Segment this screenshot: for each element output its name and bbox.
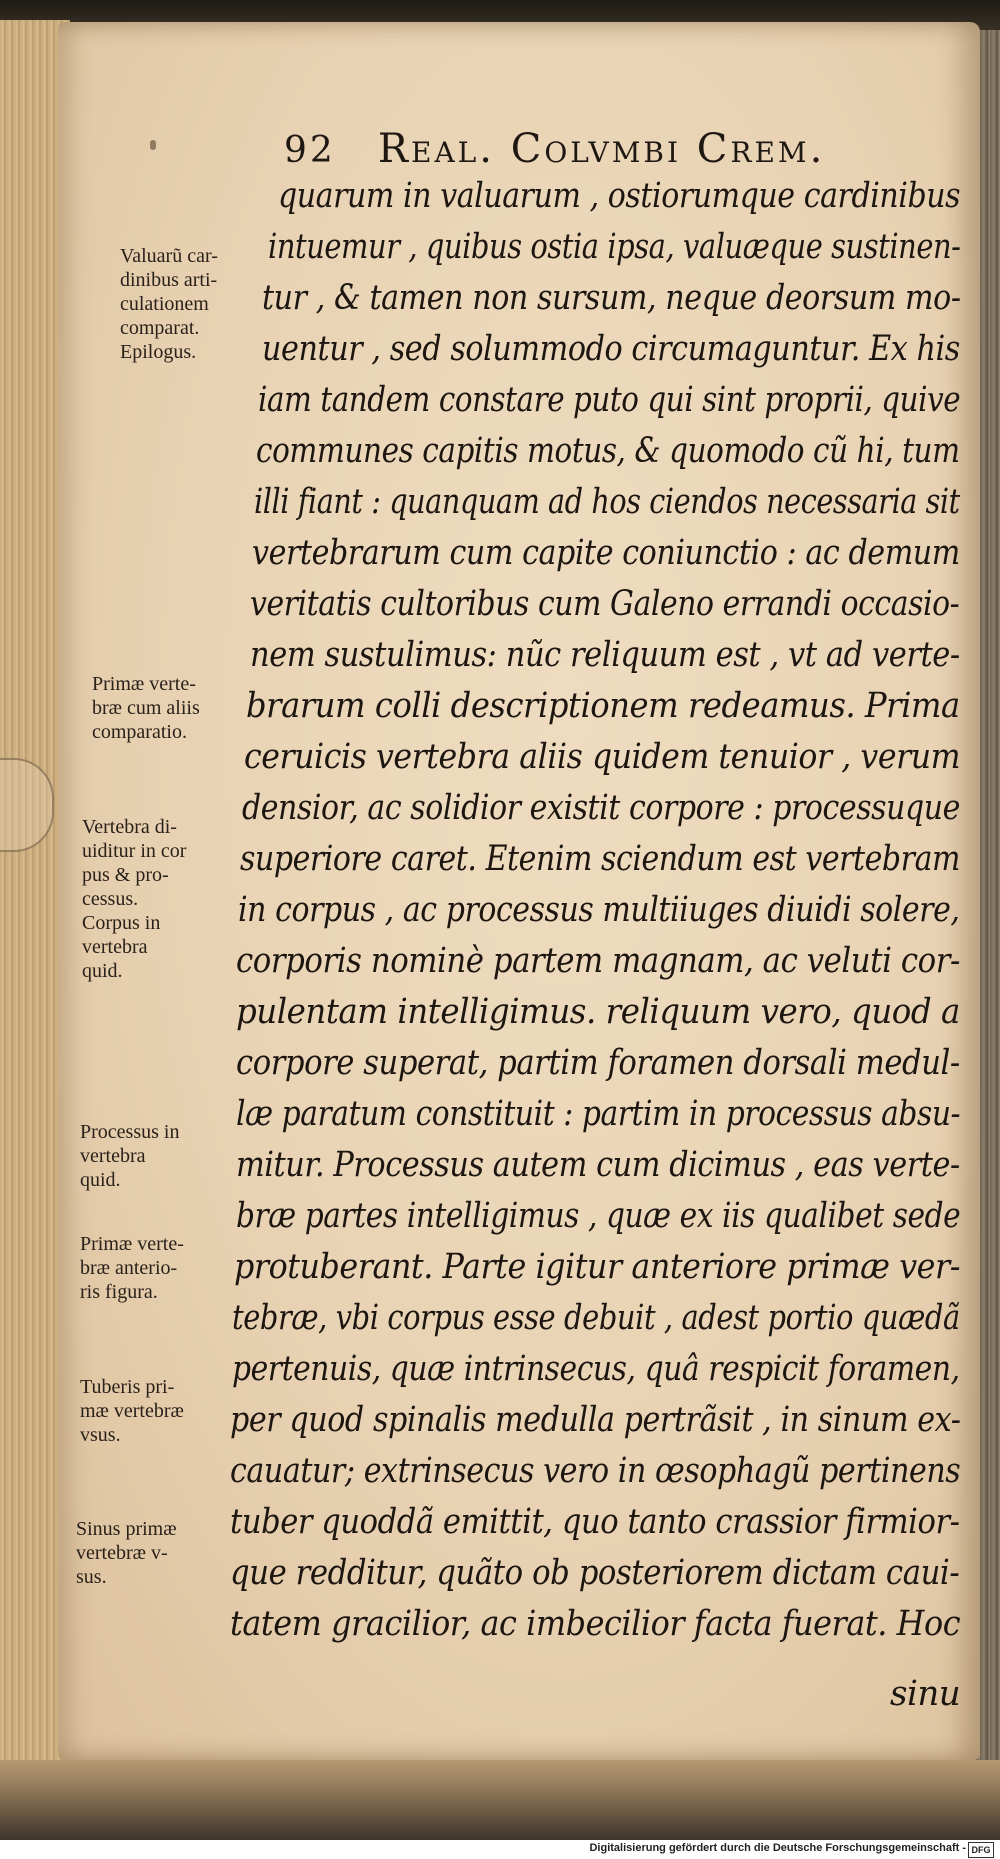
body-text-line: tuber quoddã emittit, quo tanto crassior firmior- [230,1502,960,1542]
margin-note-line: Vertebra di- [82,816,177,838]
body-text-line: bræ partes intelligimus , quæ ex iis qualibet sede [236,1196,961,1236]
body-text-line: protuberant. Parte igitur anteriore primæ ver- [234,1247,961,1287]
body-text-line: brarum colli descriptionem redeamus. Prima [246,686,960,726]
margin-note-line: vertebra [80,1145,146,1167]
body-text-line: densior, ac solidior existit corpore : processuque [242,788,960,828]
margin-note-line: cessus. [82,888,139,910]
book-bottom-edge [0,1760,1000,1840]
margin-note-line: Corpus in [82,912,161,934]
margin-note-line: bræ cum aliis [92,697,200,719]
margin-note-line: Primæ verte- [92,673,196,695]
margin-note-line: Sinus primæ [76,1518,177,1540]
body-text-line: ceruicis vertebra aliis quidem tenuior , verum [244,737,961,777]
margin-note-line: uiditur in cor [82,840,187,862]
digitization-footer [0,1840,1000,1859]
margin-note [82,815,186,983]
body-text-line: læ paratum constituit : partim in processus absu- [236,1094,961,1134]
body-text-line: tur , & tamen non sursum, neque deorsum mo- [262,278,961,318]
body-text-line: intuemur , quibus ostia ipsa, valuæque sustinen- [268,227,961,267]
body-text-line: corpore superat, partim foramen dorsali medul- [236,1043,960,1083]
margin-note-line: vsus. [80,1424,121,1446]
body-text-line: que redditur, quãto ob posteriorem dictam caui- [230,1553,960,1593]
body-text-line: vertebrarum cum capite coniunctio : ac demum [252,533,960,573]
body-text-line: nem sustulimus: nũc reliquum est , vt ad verte- [250,635,960,675]
body-text-line: veritatis cultoribus cum Galeno errandi occasio- [250,584,960,624]
margin-note [80,1375,184,1447]
body-text-line: in corpus , ac processus multiiuges diuidi solere, [238,890,960,930]
margin-note-line: culationem [120,293,209,315]
margin-note-line: bræ anterio- [80,1257,178,1279]
body-text-line: quarum in valuarum , ostiorumque cardinibus [278,176,961,216]
page-number: 92 [284,130,336,171]
body-text-line: cauatur; extrinsecus vero in œsophagũ pertinens [230,1451,961,1491]
margin-note-line: Processus in [80,1121,180,1143]
margin-note-line: Epilogus. [120,341,197,363]
body-text-line: per quod spinalis medulla pertrãsit , in sinum ex- [230,1400,961,1440]
body-text-line: mitur. Processus autem cum dicimus , eas verte- [236,1145,960,1185]
margin-note-line: mæ vertebræ [80,1400,184,1422]
margin-note-line: Primæ verte- [80,1233,184,1255]
margin-note [80,1120,179,1192]
margin-note-line: ris figura. [80,1281,158,1303]
margin-note-line: Tuberis pri- [80,1376,175,1398]
body-text-line: pertenuis, quæ intrinsecus, quâ respicit foramen, [232,1349,960,1389]
margin-note-line: comparatio. [92,721,187,743]
body-text-line: corporis nominè partem magnam, ac veluti cor- [236,941,960,981]
margin-note-line: quid. [80,1169,121,1191]
margin-note-line: vertebra [82,936,148,958]
running-head: Real. Colvmbi Crem. [377,126,826,172]
margin-note-line: pus & pro- [82,864,169,886]
margin-note-line: quid. [82,960,123,982]
margin-note [80,1232,184,1304]
margin-note-line: dinibus arti- [120,269,218,291]
footer-credit: Digitalisierung gefördert durch die Deutsche Forschungsgemeinschaft - [589,1842,966,1854]
body-text-line: sinu [890,1674,961,1714]
margin-note-line: comparat. [120,317,200,339]
body-text-line: uentur , sed solummodo circumaguntur. Ex his [262,329,960,369]
margin-note-line: Valuarũ car- [120,245,218,267]
body-text-line: illi fiant : quanquam ad hos ciendos necessaria sit [254,482,960,522]
body-text-line: communes capitis motus, & quomodo cũ hi, tum [256,431,960,471]
body-text-line: iam tandem constare puto qui sint proprii, quive [258,380,961,420]
margin-note [120,244,218,364]
body-text-line: pulentam intelligimus. reliquum vero, quod a [236,992,960,1032]
ink-smudge [150,140,156,150]
dfg-logo: DFG [968,1842,994,1858]
margin-note [92,672,200,744]
body-text-line: superiore caret. Etenim sciendum est vertebram [240,839,961,879]
margin-note-line: sus. [76,1566,107,1588]
margin-note-line: vertebræ v- [76,1542,168,1564]
margin-note [76,1517,177,1589]
page-header [284,126,825,172]
body-text-line: tatem gracilior, ac imbecilior facta fuerat. Hoc [230,1604,961,1644]
body-text-line: tebræ, vbi corpus esse debuit , adest portio quædã [232,1298,960,1338]
